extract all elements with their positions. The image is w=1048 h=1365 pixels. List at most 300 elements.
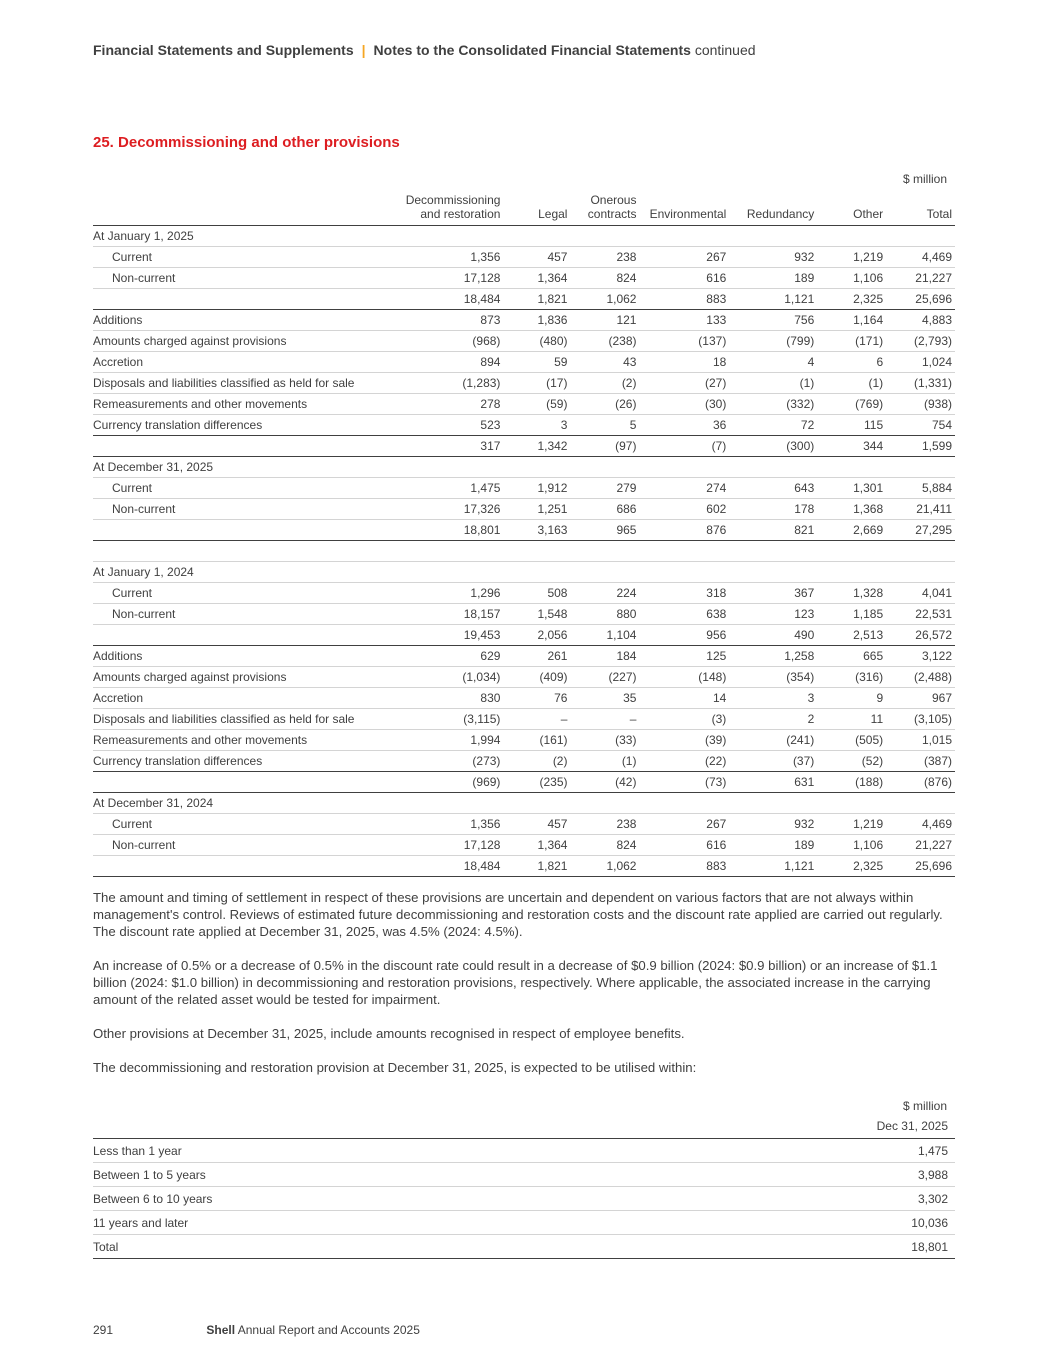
cell-value: – bbox=[503, 709, 570, 730]
cell-value: (97) bbox=[570, 436, 639, 457]
provisions-table bbox=[93, 193, 955, 877]
row-label: Remeasurements and other movements bbox=[93, 394, 388, 415]
cell-value: (227) bbox=[570, 667, 639, 688]
cell-value: 267 bbox=[639, 247, 729, 268]
cell-value: 238 bbox=[570, 814, 639, 835]
cell-value: (300) bbox=[729, 436, 817, 457]
cell-value: 1,342 bbox=[503, 436, 570, 457]
spacer-cell bbox=[503, 541, 570, 562]
cell-value: 965 bbox=[570, 520, 639, 541]
cell-value: 25,696 bbox=[886, 289, 955, 310]
cell-value: 756 bbox=[729, 310, 817, 331]
cell-value: 4,883 bbox=[886, 310, 955, 331]
cell-value bbox=[503, 226, 570, 247]
cell-value: 2,325 bbox=[817, 289, 886, 310]
cell-value: 616 bbox=[639, 835, 729, 856]
paragraph: The amount and timing of settlement in respect of these provisions are uncertain and dependent on various factors that are not always within management's control. Reviews of estimated future decommissioning and restoration costs and the discount rate applied are carried out regularly. The discount rate applied at December 31, 2025, was 4.5% (2024: 4.5%). bbox=[93, 890, 943, 939]
cell-value bbox=[503, 457, 570, 478]
cell-value: (37) bbox=[729, 751, 817, 772]
cell-value: 876 bbox=[639, 520, 729, 541]
cell-value: 4,469 bbox=[886, 247, 955, 268]
cell-value bbox=[388, 562, 504, 583]
cell-value: 6 bbox=[817, 352, 886, 373]
table-row bbox=[93, 499, 955, 520]
cell-value: 115 bbox=[817, 415, 886, 436]
cell-value: 267 bbox=[639, 814, 729, 835]
utilisation-row bbox=[93, 1187, 955, 1211]
row-label: Currency translation differences bbox=[93, 751, 388, 772]
cell-value: 1,548 bbox=[503, 604, 570, 625]
cell-value: (235) bbox=[503, 772, 570, 793]
cell-value: 261 bbox=[503, 646, 570, 667]
cell-value: 894 bbox=[388, 352, 504, 373]
cell-value bbox=[886, 226, 955, 247]
cell-value: 18,484 bbox=[388, 289, 504, 310]
paragraph: An increase of 0.5% or a decrease of 0.5% in the discount rate could result in a decrease of $0.9 billion (2024: $0.9 billion) or an increase of $1.1 billion (2024: $1.0 billion) in decommissioning and restoration provisions, respectively. Where applicable, the associated increase in the carrying amount of the related asset would be tested for impairment. bbox=[93, 958, 938, 1007]
cell-value bbox=[570, 793, 639, 814]
cell-value: 830 bbox=[388, 688, 504, 709]
table-row bbox=[93, 331, 955, 352]
row-label: At December 31, 2024 bbox=[93, 793, 388, 814]
cell-value: 72 bbox=[729, 415, 817, 436]
table-row bbox=[93, 814, 955, 835]
cell-value bbox=[886, 793, 955, 814]
cell-value: 9 bbox=[817, 688, 886, 709]
cell-value: 821 bbox=[729, 520, 817, 541]
cell-value: (1) bbox=[570, 751, 639, 772]
cell-value bbox=[570, 226, 639, 247]
cell-value: 3,163 bbox=[503, 520, 570, 541]
utilisation-value: 3,988 bbox=[625, 1163, 955, 1187]
utilisation-header-row bbox=[93, 1118, 955, 1139]
cell-value: 1,121 bbox=[729, 289, 817, 310]
row-label: At January 1, 2025 bbox=[93, 226, 388, 247]
spacer-row bbox=[93, 541, 955, 562]
table-row bbox=[93, 646, 955, 667]
cell-value: 1,106 bbox=[817, 835, 886, 856]
cell-value: 279 bbox=[570, 478, 639, 499]
row-label: Amounts charged against provisions bbox=[93, 331, 388, 352]
cell-value: (409) bbox=[503, 667, 570, 688]
section-title: 25. Decommissioning and other provisions bbox=[93, 134, 400, 151]
table-row bbox=[93, 268, 955, 289]
cell-value: 873 bbox=[388, 310, 504, 331]
row-label: Non-current bbox=[93, 268, 388, 289]
page-footer bbox=[93, 1323, 420, 1337]
spacer-cell bbox=[570, 541, 639, 562]
cell-value: (969) bbox=[388, 772, 504, 793]
utilisation-row bbox=[93, 1163, 955, 1187]
cell-value: 1,912 bbox=[503, 478, 570, 499]
cell-value: (2,793) bbox=[886, 331, 955, 352]
row-label: Remeasurements and other movements bbox=[93, 730, 388, 751]
cell-value: 59 bbox=[503, 352, 570, 373]
cell-value: (2) bbox=[503, 751, 570, 772]
cell-value: 1,219 bbox=[817, 247, 886, 268]
cell-value: 17,128 bbox=[388, 268, 504, 289]
cell-value: 1,219 bbox=[817, 814, 886, 835]
cell-value bbox=[817, 226, 886, 247]
utilisation-col-header: Dec 31, 2025 bbox=[625, 1118, 955, 1139]
cell-value: 133 bbox=[639, 310, 729, 331]
cell-value: 367 bbox=[729, 583, 817, 604]
cell-value: 2,056 bbox=[503, 625, 570, 646]
cell-value bbox=[639, 226, 729, 247]
cell-value: 1,106 bbox=[817, 268, 886, 289]
cell-value: (52) bbox=[817, 751, 886, 772]
utilisation-body bbox=[93, 1139, 955, 1259]
utilisation-label: Less than 1 year bbox=[93, 1139, 625, 1163]
utilisation-label: Between 1 to 5 years bbox=[93, 1163, 625, 1187]
cell-value: 189 bbox=[729, 835, 817, 856]
spacer-cell bbox=[729, 541, 817, 562]
row-label: At January 1, 2024 bbox=[93, 562, 388, 583]
cell-value: 2,325 bbox=[817, 856, 886, 877]
table-row bbox=[93, 793, 955, 814]
cell-value: 3 bbox=[503, 415, 570, 436]
cell-value bbox=[503, 562, 570, 583]
table-body bbox=[93, 226, 955, 877]
cell-value: 2,669 bbox=[817, 520, 886, 541]
cell-value: 956 bbox=[639, 625, 729, 646]
row-label: Accretion bbox=[93, 352, 388, 373]
cell-value bbox=[817, 457, 886, 478]
col-header-total: Total bbox=[886, 193, 955, 226]
row-label bbox=[93, 772, 388, 793]
cell-value: (316) bbox=[817, 667, 886, 688]
header-continued: continued bbox=[694, 42, 756, 58]
table-row bbox=[93, 520, 955, 541]
cell-value: 43 bbox=[570, 352, 639, 373]
table-row bbox=[93, 478, 955, 499]
table-row bbox=[93, 562, 955, 583]
table-row bbox=[93, 730, 955, 751]
cell-value: 1,301 bbox=[817, 478, 886, 499]
cell-value: (1,283) bbox=[388, 373, 504, 394]
cell-value: (3) bbox=[639, 709, 729, 730]
cell-value bbox=[388, 457, 504, 478]
cell-value: 1,599 bbox=[886, 436, 955, 457]
cell-value: 932 bbox=[729, 814, 817, 835]
col-header-decommissioning: Decommissioning and restoration bbox=[388, 193, 504, 226]
cell-value: 35 bbox=[570, 688, 639, 709]
cell-value: (33) bbox=[570, 730, 639, 751]
cell-value bbox=[729, 793, 817, 814]
cell-value: 824 bbox=[570, 268, 639, 289]
cell-value bbox=[503, 793, 570, 814]
cell-value: 1,251 bbox=[503, 499, 570, 520]
row-label bbox=[93, 520, 388, 541]
cell-value: (17) bbox=[503, 373, 570, 394]
cell-value: 318 bbox=[639, 583, 729, 604]
cell-value: 4,469 bbox=[886, 814, 955, 835]
cell-value: (59) bbox=[503, 394, 570, 415]
cell-value: (332) bbox=[729, 394, 817, 415]
table-row bbox=[93, 394, 955, 415]
cell-value: (876) bbox=[886, 772, 955, 793]
cell-value: (171) bbox=[817, 331, 886, 352]
cell-value bbox=[817, 793, 886, 814]
cell-value: 189 bbox=[729, 268, 817, 289]
table-row bbox=[93, 709, 955, 730]
cell-value: (137) bbox=[639, 331, 729, 352]
cell-value: 4,041 bbox=[886, 583, 955, 604]
cell-value: 824 bbox=[570, 835, 639, 856]
cell-value: 274 bbox=[639, 478, 729, 499]
cell-value: 1,356 bbox=[388, 247, 504, 268]
cell-value: (799) bbox=[729, 331, 817, 352]
cell-value: 1,185 bbox=[817, 604, 886, 625]
cell-value: (938) bbox=[886, 394, 955, 415]
footer-report: Annual Report and Accounts 2025 bbox=[237, 1323, 420, 1337]
cell-value: 883 bbox=[639, 856, 729, 877]
cell-value: 1,836 bbox=[503, 310, 570, 331]
cell-value: 19,453 bbox=[388, 625, 504, 646]
utilisation-value: 3,302 bbox=[625, 1187, 955, 1211]
table-row bbox=[93, 667, 955, 688]
unit-label: $ million bbox=[902, 172, 947, 186]
cell-value bbox=[388, 226, 504, 247]
col-header-environmental: Environmental bbox=[639, 193, 729, 226]
cell-value: 18 bbox=[639, 352, 729, 373]
table-row bbox=[93, 352, 955, 373]
cell-value bbox=[639, 562, 729, 583]
cell-value: (2) bbox=[570, 373, 639, 394]
header-separator: | bbox=[361, 42, 366, 58]
cell-value: (3,105) bbox=[886, 709, 955, 730]
cell-value: 1,164 bbox=[817, 310, 886, 331]
row-label: Amounts charged against provisions bbox=[93, 667, 388, 688]
spacer-cell bbox=[886, 541, 955, 562]
cell-value: 3,122 bbox=[886, 646, 955, 667]
utilisation-value: 1,475 bbox=[625, 1139, 955, 1163]
utilisation-header-blank bbox=[93, 1118, 625, 1139]
table-row bbox=[93, 835, 955, 856]
header-blank bbox=[93, 193, 388, 226]
cell-value: (480) bbox=[503, 331, 570, 352]
cell-value: 18,801 bbox=[388, 520, 504, 541]
cell-value: 631 bbox=[729, 772, 817, 793]
table-row bbox=[93, 583, 955, 604]
cell-value: 21,411 bbox=[886, 499, 955, 520]
cell-value: (505) bbox=[817, 730, 886, 751]
cell-value bbox=[817, 562, 886, 583]
cell-value: (1) bbox=[817, 373, 886, 394]
cell-value: 457 bbox=[503, 814, 570, 835]
table-row bbox=[93, 373, 955, 394]
cell-value: (1,034) bbox=[388, 667, 504, 688]
paragraph: Other provisions at December 31, 2025, include amounts recognised in respect of employee benefits. bbox=[93, 1026, 685, 1041]
cell-value: (22) bbox=[639, 751, 729, 772]
col-header-other: Other bbox=[817, 193, 886, 226]
col-header-redundancy: Redundancy bbox=[729, 193, 817, 226]
cell-value: (387) bbox=[886, 751, 955, 772]
row-label bbox=[93, 625, 388, 646]
table-row bbox=[93, 625, 955, 646]
cell-value: 686 bbox=[570, 499, 639, 520]
cell-value: 278 bbox=[388, 394, 504, 415]
cell-value: 5,884 bbox=[886, 478, 955, 499]
cell-value: 2,513 bbox=[817, 625, 886, 646]
row-label: Additions bbox=[93, 310, 388, 331]
utilisation-row bbox=[93, 1139, 955, 1163]
utilisation-table bbox=[93, 1118, 955, 1259]
utilisation-label: Total bbox=[93, 1235, 625, 1259]
table-row bbox=[93, 751, 955, 772]
cell-value: (1) bbox=[729, 373, 817, 394]
cell-value: 754 bbox=[886, 415, 955, 436]
row-label: Disposals and liabilities classified as held for sale bbox=[93, 373, 388, 394]
cell-value: 1,121 bbox=[729, 856, 817, 877]
table-row bbox=[93, 604, 955, 625]
cell-value bbox=[729, 457, 817, 478]
cell-value: 178 bbox=[729, 499, 817, 520]
spacer-cell bbox=[817, 541, 886, 562]
cell-value: 1,062 bbox=[570, 856, 639, 877]
table-row bbox=[93, 226, 955, 247]
cell-value: 1,994 bbox=[388, 730, 504, 751]
row-label: Current bbox=[93, 583, 388, 604]
cell-value: (354) bbox=[729, 667, 817, 688]
page-number: 291 bbox=[93, 1323, 114, 1337]
cell-value: 1,821 bbox=[503, 856, 570, 877]
row-label bbox=[93, 856, 388, 877]
cell-value: 27,295 bbox=[886, 520, 955, 541]
cell-value: 1,356 bbox=[388, 814, 504, 835]
cell-value: 1,328 bbox=[817, 583, 886, 604]
row-label: Current bbox=[93, 814, 388, 835]
cell-value: (1,331) bbox=[886, 373, 955, 394]
cell-value: 457 bbox=[503, 247, 570, 268]
cell-value bbox=[570, 457, 639, 478]
row-label: Current bbox=[93, 247, 388, 268]
cell-value bbox=[639, 457, 729, 478]
table-row bbox=[93, 436, 955, 457]
cell-value: 1,296 bbox=[388, 583, 504, 604]
row-label: Non-current bbox=[93, 499, 388, 520]
page-header bbox=[93, 42, 756, 58]
cell-value: 21,227 bbox=[886, 835, 955, 856]
table-row bbox=[93, 772, 955, 793]
cell-value: (188) bbox=[817, 772, 886, 793]
col-header-legal: Legal bbox=[503, 193, 570, 226]
utilisation-label: 11 years and later bbox=[93, 1211, 625, 1235]
cell-value: (30) bbox=[639, 394, 729, 415]
row-label: At December 31, 2025 bbox=[93, 457, 388, 478]
cell-value: 880 bbox=[570, 604, 639, 625]
cell-value: 26,572 bbox=[886, 625, 955, 646]
row-label: Currency translation differences bbox=[93, 415, 388, 436]
cell-value: 17,128 bbox=[388, 835, 504, 856]
cell-value: 4 bbox=[729, 352, 817, 373]
cell-value: 638 bbox=[639, 604, 729, 625]
cell-value: 17,326 bbox=[388, 499, 504, 520]
cell-value: 14 bbox=[639, 688, 729, 709]
row-label: Current bbox=[93, 478, 388, 499]
table-row bbox=[93, 415, 955, 436]
cell-value: 1,475 bbox=[388, 478, 504, 499]
row-label: Non-current bbox=[93, 835, 388, 856]
row-label: Accretion bbox=[93, 688, 388, 709]
cell-value: 184 bbox=[570, 646, 639, 667]
spacer-cell bbox=[93, 541, 388, 562]
cell-value: 616 bbox=[639, 268, 729, 289]
col-header-onerous: Onerous contracts bbox=[570, 193, 639, 226]
cell-value: 2 bbox=[729, 709, 817, 730]
cell-value: 1,062 bbox=[570, 289, 639, 310]
cell-value: (161) bbox=[503, 730, 570, 751]
cell-value: (968) bbox=[388, 331, 504, 352]
cell-value: (73) bbox=[639, 772, 729, 793]
cell-value: 932 bbox=[729, 247, 817, 268]
cell-value: 1,821 bbox=[503, 289, 570, 310]
cell-value: 11 bbox=[817, 709, 886, 730]
cell-value bbox=[729, 562, 817, 583]
utilisation-row bbox=[93, 1211, 955, 1235]
cell-value: (26) bbox=[570, 394, 639, 415]
cell-value: 1,024 bbox=[886, 352, 955, 373]
spacer-cell bbox=[639, 541, 729, 562]
table-header-row bbox=[93, 193, 955, 226]
cell-value: 125 bbox=[639, 646, 729, 667]
cell-value: 18,157 bbox=[388, 604, 504, 625]
cell-value: 121 bbox=[570, 310, 639, 331]
cell-value: 25,696 bbox=[886, 856, 955, 877]
cell-value: (27) bbox=[639, 373, 729, 394]
cell-value: 5 bbox=[570, 415, 639, 436]
table-row bbox=[93, 457, 955, 478]
cell-value: (241) bbox=[729, 730, 817, 751]
cell-value: 18,484 bbox=[388, 856, 504, 877]
cell-value: 490 bbox=[729, 625, 817, 646]
cell-value: 629 bbox=[388, 646, 504, 667]
cell-value bbox=[388, 793, 504, 814]
cell-value: 643 bbox=[729, 478, 817, 499]
cell-value: 1,258 bbox=[729, 646, 817, 667]
row-label bbox=[93, 436, 388, 457]
utilisation-unit-label: $ million bbox=[902, 1099, 947, 1113]
cell-value: 508 bbox=[503, 583, 570, 604]
cell-value: 317 bbox=[388, 436, 504, 457]
row-label bbox=[93, 289, 388, 310]
utilisation-value: 10,036 bbox=[625, 1211, 955, 1235]
utilisation-row bbox=[93, 1235, 955, 1259]
table-row bbox=[93, 856, 955, 877]
cell-value: 76 bbox=[503, 688, 570, 709]
cell-value bbox=[886, 457, 955, 478]
spacer-cell bbox=[388, 541, 504, 562]
header-section: Financial Statements and Supplements bbox=[93, 42, 354, 58]
cell-value: 1,015 bbox=[886, 730, 955, 751]
table-row bbox=[93, 310, 955, 331]
cell-value: (42) bbox=[570, 772, 639, 793]
row-label: Disposals and liabilities classified as held for sale bbox=[93, 709, 388, 730]
utilisation-value: 18,801 bbox=[625, 1235, 955, 1259]
utilisation-label: Between 6 to 10 years bbox=[93, 1187, 625, 1211]
cell-value: 123 bbox=[729, 604, 817, 625]
cell-value: 1,104 bbox=[570, 625, 639, 646]
cell-value bbox=[570, 562, 639, 583]
cell-value: (769) bbox=[817, 394, 886, 415]
table-row bbox=[93, 247, 955, 268]
notes-text bbox=[93, 889, 955, 1093]
cell-value: 344 bbox=[817, 436, 886, 457]
cell-value: 1,364 bbox=[503, 835, 570, 856]
row-label: Non-current bbox=[93, 604, 388, 625]
cell-value: (3,115) bbox=[388, 709, 504, 730]
cell-value: 602 bbox=[639, 499, 729, 520]
cell-value: 1,364 bbox=[503, 268, 570, 289]
